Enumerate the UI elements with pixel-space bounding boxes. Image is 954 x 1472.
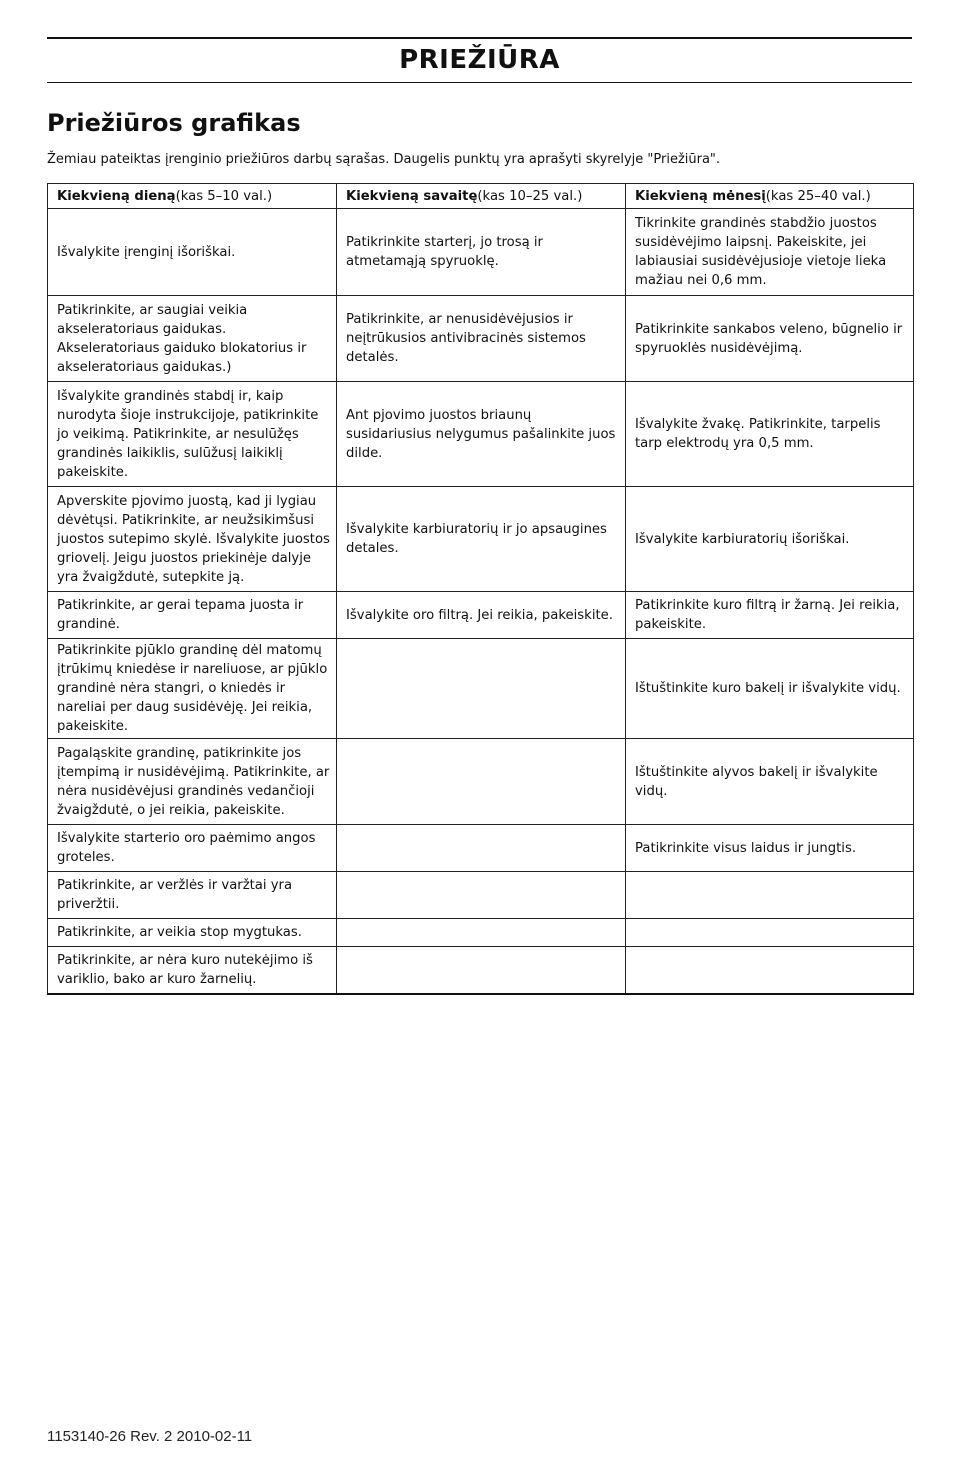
table-row [48,739,914,825]
monthly-task: Išvalykite karbiuratorių išoriškai. [626,487,914,592]
daily-task: Patikrinkite, ar veikia stop mygtukas. [48,919,337,947]
monthly-task [626,872,914,919]
header-monthly-interval: (kas 25–40 val.) [765,188,871,204]
table-row [48,487,914,592]
monthly-task: Patikrinkite sankabos veleno, būgnelio ir spyruoklės nusidėvėjimą. [626,296,914,382]
daily-task: Išvalykite grandinės stabdį ir, kaip nurodyta šioje instrukcijoje, patikrinkite jo veikimą. Patikrinkite, ar nesulūžęs grandinės laikiklis, sulūžusį laikiklį pakeiskite. [48,382,337,487]
daily-task: Pagaląskite grandinę, patikrinkite jos įtempimą ir nusidėvėjimą. Patikrinkite, ar nėra nusidėvėjusi grandinės vedančioji žvaigždutė, o jei reikia, pakeiskite. [48,739,337,825]
table-row [48,639,914,739]
weekly-task [337,739,626,825]
weekly-task [337,872,626,919]
header-monthly-bold: Kiekvieną mėnesį [635,188,766,204]
header-daily [48,184,337,209]
monthly-task: Ištuštinkite alyvos bakelį ir išvalykite vidų. [626,739,914,825]
daily-task: Apverskite pjovimo juostą, kad ji lygiau dėvėtųsi. Patikrinkite, ar neužsikimšusi juostos sutepimo skylė. Išvalykite juostos griovelį. Jeigu juostos priekinėje dalyje yra žvaigždutė, sutepkite ją. [48,487,337,592]
document-reference: 1153140-26 Rev. 2 2010-02-11 [47,1428,253,1445]
header-weekly [337,184,626,209]
weekly-task [337,639,626,739]
monthly-task: Išvalykite žvakę. Patikrinkite, tarpelis tarp elektrodų yra 0,5 mm. [626,382,914,487]
table-row [48,947,914,994]
daily-task: Patikrinkite, ar saugiai veikia akseleratoriaus gaidukas. Akseleratoriaus gaiduko blokatorius ir akseleratoriaus gaidukas.) [48,296,337,382]
table-row [48,872,914,919]
weekly-task: Išvalykite karbiuratorių ir jo apsaugines detales. [337,487,626,592]
header-monthly [626,184,914,209]
monthly-task [626,947,914,994]
table-row [48,919,914,947]
daily-task: Patikrinkite, ar gerai tepama juosta ir grandinė. [48,592,337,639]
weekly-task: Išvalykite oro filtrą. Jei reikia, pakeiskite. [337,592,626,639]
header-bottom-rule [47,82,912,83]
daily-task: Patikrinkite pjūklo grandinę dėl matomų įtrūkimų kniedėse ir nareliuose, ar pjūklo grandinė nėra stangri, o kniedės ir nareliai per daug susidėvėję. Jei reikia, pakeiskite. [48,639,337,739]
daily-task: Išvalykite starterio oro paėmimo angos groteles. [48,825,337,872]
daily-task: Patikrinkite, ar nėra kuro nutekėjimo iš variklio, bako ar kuro žarnelių. [48,947,337,994]
weekly-task [337,947,626,994]
page-title: PRIEŽIŪRA [399,45,560,75]
intro-text: Žemiau pateiktas įrenginio priežiūros darbų sąrašas. Daugelis punktų yra aprašyti skyrelyje "Priežiūra". [47,152,721,167]
daily-task: Išvalykite įrenginį išoriškai. [48,209,337,296]
weekly-task [337,919,626,947]
monthly-task: Patikrinkite visus laidus ir jungtis. [626,825,914,872]
table-row [48,592,914,639]
monthly-task: Tikrinkite grandinės stabdžio juostos susidėvėjimo laipsnį. Pakeiskite, jei labiausiai susidėvėjusioje vietoje lieka mažiau nei 0,6 mm. [626,209,914,296]
table-row [48,825,914,872]
table-header-row [48,184,914,209]
header-weekly-interval: (kas 10–25 val.) [477,188,583,204]
monthly-task [626,919,914,947]
weekly-task: Patikrinkite starterį, jo trosą ir atmetamąją spyruoklę. [337,209,626,296]
table-row [48,296,914,382]
header-daily-bold: Kiekvieną dieną [57,188,176,204]
header-weekly-bold: Kiekvieną savaitę [346,188,478,204]
header-daily-interval: (kas 5–10 val.) [175,188,273,204]
weekly-task [337,825,626,872]
daily-task: Patikrinkite, ar veržlės ir varžtai yra priveržtii. [48,872,337,919]
header-top-rule [47,37,912,39]
weekly-task: Ant pjovimo juostos briaunų susidariusius nelygumus pašalinkite juos dilde. [337,382,626,487]
maintenance-schedule-table [47,183,914,995]
weekly-task: Patikrinkite, ar nenusidėvėjusios ir neįtrūkusios antivibracinės sistemos detalės. [337,296,626,382]
table-row [48,209,914,296]
monthly-task: Ištuštinkite kuro bakelį ir išvalykite vidų. [626,639,914,739]
section-title: Priežiūros grafikas [47,109,301,137]
table-row [48,382,914,487]
monthly-task: Patikrinkite kuro filtrą ir žarną. Jei reikia, pakeiskite. [626,592,914,639]
